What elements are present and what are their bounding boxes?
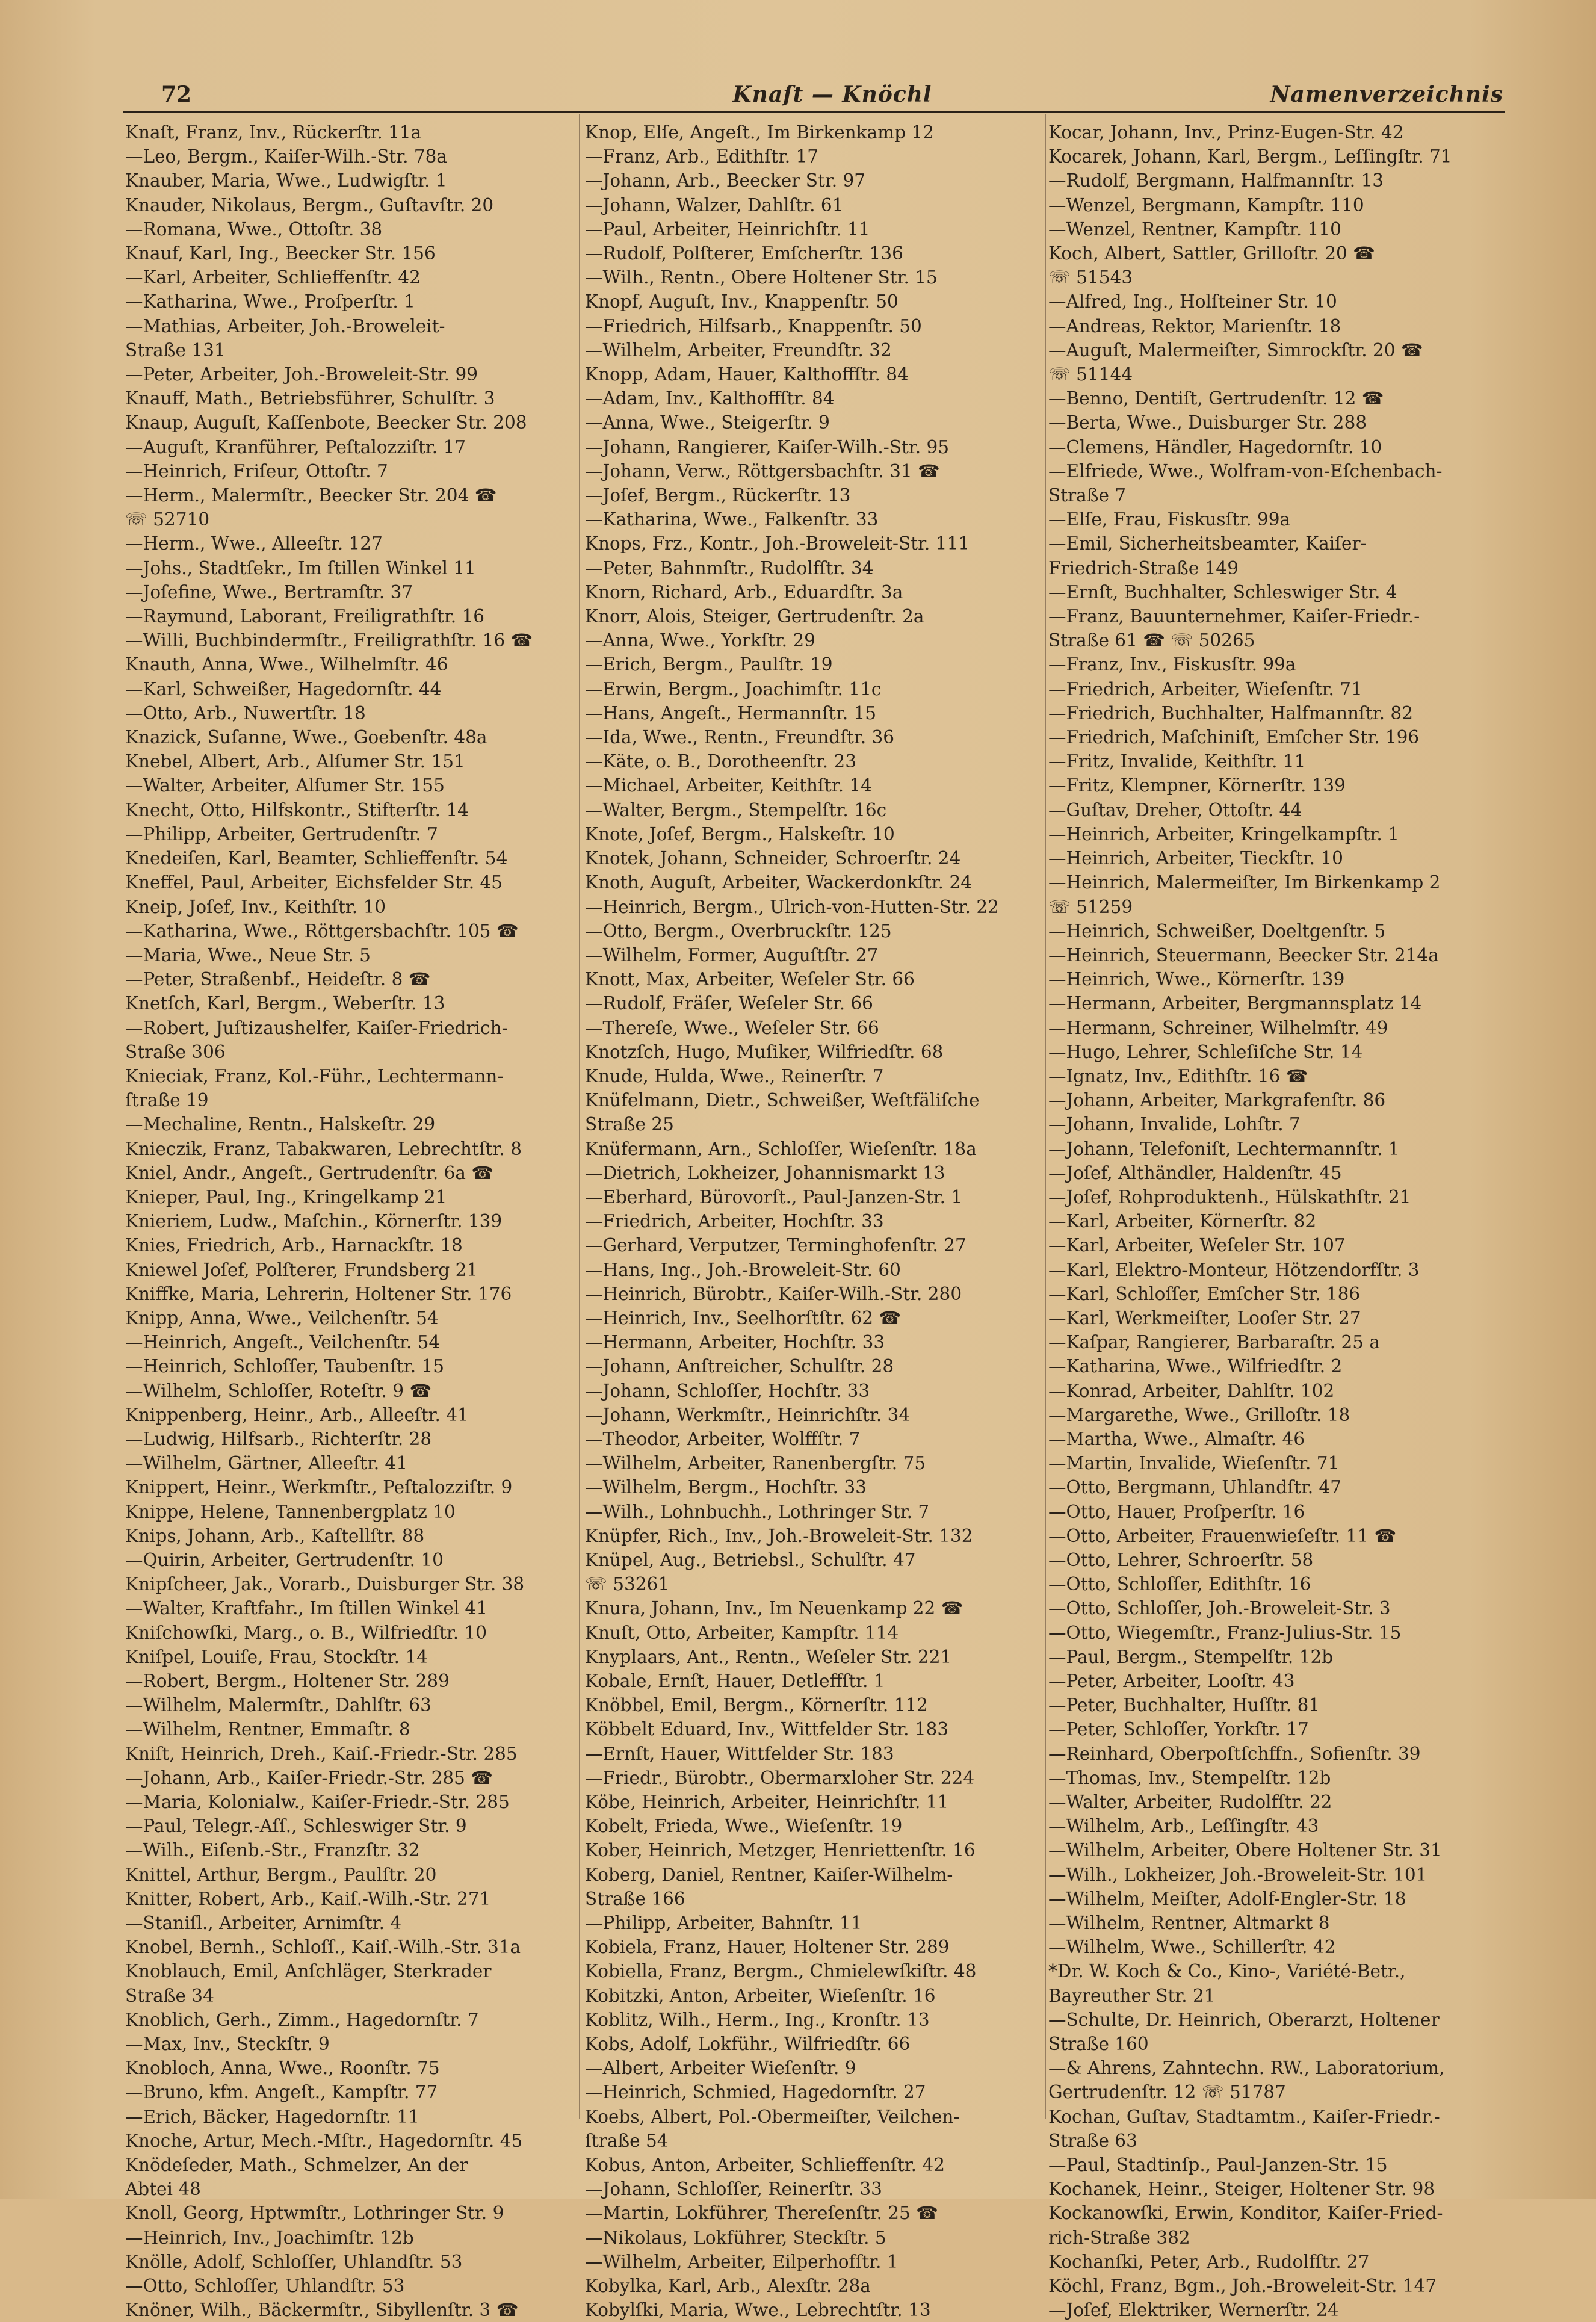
directory-entry-line: Knödeſeder, Math., Schmelzer, An der	[125, 2155, 468, 2176]
directory-entry-line: —Karl, Elektro-Monteur, Hötzendorfſtr. 3	[1048, 1259, 1420, 1280]
directory-entry-line: —Wilh., Lokheizer, Joh.-Broweleit-Str. 101	[1048, 1864, 1427, 1885]
directory-entry-line: —Paul, Stadtinſp., Paul-Janzen-Str. 15	[1048, 2155, 1388, 2176]
directory-entry-line: —Hans, Angeſt., Hermannſtr. 15	[585, 702, 877, 723]
directory-entry-line: Straße 160	[1048, 2034, 1149, 2055]
directory-entry-line: —Joſef, Althändler, Haldenſtr. 45	[1048, 1162, 1342, 1183]
directory-entry-line: Straße 306	[125, 1041, 226, 1062]
directory-entry-line: Knips, Johann, Arb., Kaſtellſtr. 88	[125, 1525, 425, 1546]
directory-entry-line: Knitter, Robert, Arb., Kaiſ.-Wilh.-Str. 271	[125, 1888, 491, 1909]
directory-entry-line: —Heinrich, Inv., Seelhorſtſtr. 62 ☎	[585, 1307, 902, 1328]
directory-entry-line: —Heinrich, Bürobtr., Kaiſer-Wilh.-Str. 280	[585, 1283, 962, 1304]
directory-entry-line: —& Ahrens, Zahntechn. RW., Laboratorium,	[1048, 2058, 1445, 2079]
directory-entry-line: —Robert, Juſtizaushelfer, Kaiſer-Friedrich-	[125, 1017, 508, 1038]
directory-entry-line: —Konrad, Arbeiter, Dahlſtr. 102	[1048, 1380, 1335, 1401]
directory-entry-line: —Otto, Arbeiter, Frauenwieſeſtr. 11 ☎	[1048, 1525, 1397, 1546]
directory-entry-line: —Leo, Bergm., Kaiſer-Wilh.-Str. 78a	[125, 146, 448, 167]
directory-entry-line: —Karl, Werkmeiſter, Looſer Str. 27	[1048, 1307, 1361, 1328]
directory-entry-line: —Wilhelm, Rentner, Altmarkt 8	[1048, 1913, 1330, 1934]
directory-entry-line: —Johann, Verw., Röttgersbachſtr. 31 ☎	[585, 460, 940, 481]
directory-entry-line: —Katharina, Wwe., Wilfriedſtr. 2	[1048, 1356, 1343, 1377]
directory-entry-line: —Joſef, Rohproduktenh., Hülskathſtr. 21	[1048, 1186, 1411, 1207]
directory-entry-line: —Wilhelm, Arbeiter, Freundſtr. 32	[585, 339, 892, 361]
directory-entry-line: —Otto, Wiegemſtr., Franz-Julius-Str. 15	[1048, 1622, 1402, 1643]
directory-entry-line: Knieczik, Franz, Tabakwaren, Lebrechtſtr. 8	[125, 1138, 522, 1159]
directory-entry-line: —Heinrich, Arbeiter, Kringelkampſtr. 1	[1048, 823, 1399, 844]
directory-entry-line: Koebs, Albert, Pol.-Obermeiſter, Veilchen-	[585, 2106, 960, 2127]
directory-entry-line: —Johann, Werkmſtr., Heinrichſtr. 34	[585, 1404, 911, 1425]
directory-entry-line: Bayreuther Str. 21	[1048, 1985, 1216, 2006]
directory-entry-line: —Johann, Arbeiter, Markgrafenſtr. 86	[1048, 1090, 1386, 1111]
directory-entry-line: Kobale, Ernſt, Hauer, Detleffſtr. 1	[585, 1671, 885, 1691]
directory-entry-line: Knipp, Anna, Wwe., Veilchenſtr. 54	[125, 1307, 439, 1328]
directory-entry-line: —Peter, Arbeiter, Joh.-Broweleit-Str. 99	[125, 364, 478, 385]
directory-entry-line: —Quirin, Arbeiter, Gertrudenſtr. 10	[125, 1549, 444, 1570]
directory-entry-line: —Otto, Hauer, Proſperſtr. 16	[1048, 1501, 1305, 1522]
directory-entry-line: —Martin, Lokführer, Thereſenſtr. 25 ☎	[585, 2203, 938, 2224]
directory-entry-line: ☏ 52710	[125, 509, 210, 530]
directory-entry-line: Straße 61 ☎ ☏ 50265	[1048, 630, 1255, 651]
directory-entry-line: Knyplaars, Ant., Rentn., Weſeler Str. 221	[585, 1646, 952, 1667]
directory-entry-line: Kobiela, Franz, Hauer, Holtener Str. 289	[585, 1937, 950, 1958]
directory-entry-line: Kniecіak, Franz, Kol.-Führ., Lechtermann-	[125, 1065, 504, 1086]
directory-entry-line: —Wilhelm, Rentner, Emmaſtr. 8	[125, 1719, 410, 1740]
directory-entry-line: —Mechaline, Rentn., Halskeſtr. 29	[125, 1114, 436, 1135]
directory-entry-line: —Heinrich, Inv., Joachimſtr. 12b	[125, 2227, 414, 2248]
directory-entry-line: Knorn, Richard, Arb., Eduardſtr. 3a	[585, 581, 903, 602]
directory-entry-line: Knote, Joſef, Bergm., Halskeſtr. 10	[585, 823, 895, 844]
directory-entry-line: ſtraße 54	[585, 2130, 669, 2151]
directory-entry-line: Knop, Elſe, Angeſt., Im Birkenkamp 12	[585, 122, 934, 143]
directory-entry-line: Knott, Max, Arbeiter, Weſeler Str. 66	[585, 969, 915, 990]
directory-entry-line: Knauber, Maria, Wwe., Ludwigſtr. 1	[125, 170, 447, 191]
directory-entry-line: Knedeiſen, Karl, Beamter, Schlieffenſtr. 54	[125, 848, 508, 869]
directory-entry-line: Kocarek, Johann, Karl, Bergm., Leſſingſtr. 71	[1048, 146, 1452, 167]
directory-entry-line: Straße 63	[1048, 2130, 1137, 2151]
directory-entry-line: —Wilhelm, Wwe., Schillerſtr. 42	[1048, 1937, 1336, 1958]
directory-entry-line: Kniſchowſki, Marg., o. B., Wilfriedſtr. 10	[125, 1622, 487, 1643]
directory-entry-line: —Peter, Schloſſer, Yorkſtr. 17	[1048, 1719, 1309, 1740]
directory-entry-line: —Rudolf, Bergmann, Halfmannſtr. 13	[1048, 170, 1384, 191]
directory-entry-line: —Friedr., Bürobtr., Obermarxloher Str. 224	[585, 1767, 975, 1788]
directory-entry-line: —Hermann, Arbeiter, Bergmannsplatz 14	[1048, 993, 1422, 1014]
directory-entry-line: —Ernſt, Buchhalter, Schleswiger Str. 4	[1048, 581, 1397, 602]
directory-entry-line: Knüfermann, Arn., Schloſſer, Wieſenſtr. 18a	[585, 1138, 977, 1159]
directory-entry-line: Köbbelt Eduard, Inv., Wittfelder Str. 183	[585, 1719, 949, 1740]
directory-entry-line: —Wilhelm, Arbeiter, Obere Holtener Str. 31	[1048, 1840, 1442, 1861]
directory-entry-line: —Otto, Schloſſer, Edithſtr. 16	[1048, 1574, 1311, 1595]
directory-entry-line: Knoth, Auguſt, Arbeiter, Wackerdonkſtr. 24	[585, 872, 972, 893]
directory-entry-line: Knoblauch, Emil, Anſchläger, Sterkrader	[125, 1961, 492, 1982]
directory-entry-line: Knittel, Arthur, Bergm., Paulſtr. 20	[125, 1864, 437, 1885]
directory-entry-line: —Heinrich, Arbeiter, Tieckſtr. 10	[1048, 848, 1343, 869]
directory-entry-line: Knobloch, Anna, Wwe., Roonſtr. 75	[125, 2058, 440, 2079]
directory-entry-line: Knaup, Auguſt, Kaſſenbote, Beecker Str. 208	[125, 412, 527, 433]
directory-entry-line: —Nikolaus, Lokführer, Steckſtr. 5	[585, 2227, 886, 2248]
directory-entry-line: —Johann, Walzer, Dahlſtr. 61	[585, 194, 844, 215]
directory-entry-line: —Otto, Bergmann, Uhlandſtr. 47	[1048, 1477, 1342, 1498]
directory-entry-line: Knoche, Artur, Mech.-Mſtr., Hagedornſtr. 45	[125, 2130, 523, 2151]
directory-entry-line: —Erich, Bergm., Paulſtr. 19	[585, 654, 833, 675]
directory-entry-line: —Karl, Arbeiter, Körnerſtr. 82	[1048, 1211, 1317, 1232]
directory-entry-line: Knauf, Karl, Ing., Beecker Str. 156	[125, 243, 436, 264]
directory-entry-line: —Reinhard, Oberpoſtſchffn., Sofienſtr. 39	[1048, 1743, 1421, 1764]
directory-entry-line: —Michael, Arbeiter, Keithſtr. 14	[585, 775, 872, 796]
directory-entry-line: —Katharina, Wwe., Falkenſtr. 33	[585, 509, 879, 530]
directory-entry-line: Knipſcheer, Jak., Vorarb., Duisburger Str. 38	[125, 1574, 525, 1595]
directory-entry-line: Kneip, Joſef, Inv., Keithſtr. 10	[125, 896, 386, 917]
directory-entry-line: —Johann, Anſtreicher, Schulſtr. 28	[585, 1356, 894, 1377]
directory-entry-line: —Ludwig, Hilfsarb., Richterſtr. 28	[125, 1428, 432, 1449]
directory-entry-line: —Walter, Kraftfahr., Im ſtillen Winkel 41	[125, 1598, 488, 1619]
directory-entry-line: —Karl, Schweißer, Hagedornſtr. 44	[125, 678, 442, 699]
directory-entry-line: Kniewel Joſef, Polſterer, Frundsberg 21	[125, 1259, 478, 1280]
directory-entry-line: Knöbbel, Emil, Bergm., Körnerſtr. 112	[585, 1695, 928, 1716]
directory-entry-line: Straße 34	[125, 1985, 214, 2006]
directory-entry-line: —Johann, Rangierer, Kaiſer-Wilh.-Str. 95	[585, 436, 949, 457]
directory-entry-line: —Peter, Buchhalter, Huſſtr. 81	[1048, 1695, 1320, 1716]
directory-entry-line: ☏ 51259	[1048, 896, 1133, 917]
directory-entry-line: Kniſt, Heinrich, Dreh., Kaiſ.-Friedr.-Str. 285	[125, 1743, 518, 1764]
directory-entry-line: —Max, Inv., Steckſtr. 9	[125, 2034, 330, 2055]
directory-entry-line: Knauff, Math., Betriebsführer, Schulſtr. 3	[125, 388, 495, 409]
directory-entry-line: *Dr. W. Koch & Co., Kino-, Variété-Betr.,	[1048, 1961, 1406, 1982]
directory-entry-line: —Johann, Invalide, Lohſtr. 7	[1048, 1114, 1301, 1135]
directory-column-2	[585, 120, 1048, 2322]
directory-entry-line: —Wenzel, Bergmann, Kampſtr. 110	[1048, 194, 1364, 215]
directory-entry-line: Straße 166	[585, 1888, 685, 1909]
directory-entry-line: —Johs., Stadtſekr., Im ſtillen Winkel 11	[125, 557, 476, 578]
directory-entry-line: —Anna, Wwe., Yorkſtr. 29	[585, 630, 815, 651]
directory-entry-line: Knoll, Georg, Hptwmſtr., Lothringer Str. 9	[125, 2203, 504, 2224]
directory-entry-line: —Heinrich, Wwe., Körnerſtr. 139	[1048, 969, 1345, 990]
directory-entry-line: Koberg, Daniel, Rentner, Kaiſer-Wilhelm-	[585, 1864, 953, 1885]
directory-entry-line: ☏ 51543	[1048, 267, 1133, 288]
directory-entry-line: —Gerhard, Verputzer, Terminghofenſtr. 27	[585, 1235, 967, 1256]
directory-entry-line: —Franz, Bauunternehmer, Kaiſer-Friedr.-	[1048, 606, 1420, 627]
section-title: Namenverzeichnis	[1270, 82, 1503, 107]
directory-entry-line: —Katharina, Wwe., Röttgersbachſtr. 105 ☎	[125, 920, 519, 941]
name-range-heading: Knaſt — Knöchl	[732, 82, 932, 107]
directory-entry-line: Knotzſch, Hugo, Muſiker, Wilfriedſtr. 68	[585, 1041, 944, 1062]
directory-entry-line: —Romana, Wwe., Ottoſtr. 38	[125, 218, 383, 240]
directory-entry-line: —Wilhelm, Former, Auguſtſtr. 27	[585, 944, 879, 965]
directory-entry-line: —Karl, Arbeiter, Weſeler Str. 107	[1048, 1235, 1346, 1256]
directory-entry-line: —Mathias, Arbeiter, Joh.-Broweleit-	[125, 315, 445, 336]
directory-entry-line: Knippe, Helene, Tannenbergplatz 10	[125, 1501, 456, 1522]
directory-entry-line: —Albert, Arbeiter Wieſenſtr. 9	[585, 2058, 856, 2079]
directory-entry-line: —Hermann, Arbeiter, Hochſtr. 33	[585, 1332, 885, 1353]
directory-entry-line: —Kaſpar, Rangierer, Barbaraſtr. 25 a	[1048, 1332, 1380, 1353]
directory-entry-line: —Bruno, kfm. Angeſt., Kampſtr. 77	[125, 2082, 438, 2103]
directory-entry-line: Köbe, Heinrich, Arbeiter, Heinrichſtr. 11	[585, 1792, 949, 1813]
directory-entry-line: Knüpfer, Rich., Inv., Joh.-Broweleit-Str. 132	[585, 1525, 973, 1546]
directory-entry-line: —Adam, Inv., Kalthoffſtr. 84	[585, 388, 835, 409]
directory-entry-line: —Joſef, Bergm., Rückerſtr. 13	[585, 485, 851, 506]
directory-entry-line: —Paul, Arbeiter, Heinrichſtr. 11	[585, 218, 870, 240]
directory-entry-line: —Otto, Bergm., Overbruckſtr. 125	[585, 920, 892, 941]
directory-entry-line: Knoblich, Gerh., Zimm., Hagedornſtr. 7	[125, 2009, 479, 2030]
directory-entry-line: —Elfriede, Wwe., Wolfram-von-Eſchenbach-	[1048, 460, 1443, 481]
directory-entry-line: —Elſe, Frau, Fiskusſtr. 99a	[1048, 509, 1291, 530]
directory-entry-line: —Franz, Inv., Fiskusſtr. 99a	[1048, 654, 1296, 675]
directory-entry-line: —Johann, Schloſſer, Hochſtr. 33	[585, 1380, 870, 1401]
directory-entry-line: —Emil, Sicherheitsbeamter, Kaiſer-	[1048, 533, 1367, 554]
directory-entry-line: ſtraße 19	[125, 1090, 209, 1111]
directory-entry-line: —Peter, Arbeiter, Looſtr. 43	[1048, 1671, 1295, 1691]
directory-entry-line: —Staniſl., Arbeiter, Arnimſtr. 4	[125, 1913, 402, 1934]
directory-entry-line: —Martha, Wwe., Almaſtr. 46	[1048, 1428, 1305, 1449]
directory-entry-line: Knölle, Adolf, Schloſſer, Uhlandſtr. 53	[125, 2251, 463, 2272]
directory-entry-line: Straße 7	[1048, 485, 1127, 506]
directory-entry-line: —Guſtav, Dreher, Ottoſtr. 44	[1048, 799, 1302, 820]
directory-entry-line: Straße 131	[125, 339, 226, 361]
directory-entry-line: —Margarethe, Wwe., Grilloſtr. 18	[1048, 1404, 1350, 1425]
directory-entry-line: —Clemens, Händler, Hagedornſtr. 10	[1048, 436, 1382, 457]
directory-entry-line: —Franz, Arb., Edithſtr. 17	[585, 146, 819, 167]
directory-entry-line: —Otto, Arb., Nuwertſtr. 18	[125, 702, 366, 723]
page-header	[161, 77, 1503, 114]
directory-entry-line: Knippenberg, Heinr., Arb., Alleeſtr. 41	[125, 1404, 469, 1425]
directory-entry-line: Knippert, Heinr., Werkmſtr., Peſtalozziſtr. 9	[125, 1477, 513, 1498]
directory-entry-line: —Fritz, Klempner, Körnerſtr. 139	[1048, 775, 1346, 796]
directory-entry-line: —Heinrich, Schloſſer, Taubenſtr. 15	[125, 1356, 445, 1377]
directory-entry-line: —Erich, Bäcker, Hagedornſtr. 11	[125, 2106, 419, 2127]
directory-entry-line: Knieriem, Ludw., Maſchin., Körnerſtr. 139	[125, 1211, 503, 1232]
directory-entry-line: Koch, Albert, Sattler, Grilloſtr. 20 ☎	[1048, 243, 1375, 264]
directory-entry-line: Kochan, Guſtav, Stadtamtm., Kaiſer-Friedr.-	[1048, 2106, 1440, 2127]
page-number: 72	[161, 82, 192, 107]
directory-entry-line: Knopp, Adam, Hauer, Kalthoffſtr. 84	[585, 364, 909, 385]
directory-entry-line: —Anna, Wwe., Steigerſtr. 9	[585, 412, 830, 433]
directory-entry-line: Knura, Johann, Inv., Im Neuenkamp 22 ☎	[585, 1598, 963, 1619]
directory-entry-line: Kobiella, Franz, Bergm., Chmielewſkiſtr. 48	[585, 1961, 977, 1982]
directory-entry-line: —Herm., Malermſtr., Beecker Str. 204 ☎	[125, 485, 497, 506]
directory-entry-line: Knauder, Nikolaus, Bergm., Guſtavſtr. 20	[125, 194, 494, 215]
directory-entry-line: Knecht, Otto, Hilfskontr., Stifterſtr. 14	[125, 799, 469, 820]
directory-entry-line: Kobus, Anton, Arbeiter, Schlieffenſtr. 42	[585, 2155, 945, 2176]
directory-entry-line: —Johann, Arb., Beecker Str. 97	[585, 170, 865, 191]
directory-entry-line: —Heinrich, Schmied, Hagedornſtr. 27	[585, 2082, 926, 2103]
directory-entry-line: —Friedrich, Buchhalter, Halfmannſtr. 82	[1048, 702, 1413, 723]
directory-entry-line: —Berta, Wwe., Duisburger Str. 288	[1048, 412, 1367, 433]
directory-entry-line: —Hermann, Schreiner, Wilhelmſtr. 49	[1048, 1017, 1388, 1038]
directory-entry-line: rich-Straße 382	[1048, 2227, 1190, 2248]
directory-entry-line: Knopf, Auguſt, Inv., Knappenſtr. 50	[585, 291, 899, 312]
directory-entry-line: —Auguſt, Kranführer, Peſtalozziſtr. 17	[125, 436, 466, 457]
directory-entry-line: —Johann, Schloſſer, Reinerſtr. 33	[585, 2179, 882, 2200]
directory-entry-line: Knobel, Bernh., Schloſſ., Kaiſ.-Wilh.-Str. 31a	[125, 1937, 521, 1958]
directory-entry-line: —Martin, Invalide, Wieſenſtr. 71	[1048, 1453, 1340, 1474]
directory-entry-line: Kobitzki, Anton, Arbeiter, Wieſenſtr. 16	[585, 1985, 936, 2006]
directory-entry-line: Kochanek, Heinr., Steiger, Holtener Str. 98	[1048, 2179, 1435, 2200]
directory-entry-line: —Ignatz, Inv., Edithſtr. 16 ☎	[1048, 1065, 1308, 1086]
directory-entry-line: —Karl, Schloſſer, Emſcher Str. 186	[1048, 1283, 1361, 1304]
directory-entry-line: —Philipp, Arbeiter, Bahnſtr. 11	[585, 1913, 862, 1934]
directory-entry-line: —Wilhelm, Meiſter, Adolf-Engler-Str. 18	[1048, 1888, 1406, 1909]
directory-entry-line: —Friedrich, Hilfsarb., Knappenſtr. 50	[585, 315, 922, 336]
directory-entry-line: —Rudolf, Polſterer, Emſcherſtr. 136	[585, 243, 903, 264]
directory-entry-line: —Theodor, Arbeiter, Wolffſtr. 7	[585, 1428, 861, 1449]
directory-entry-line: —Käte, o. B., Dorotheenſtr. 23	[585, 751, 856, 772]
directory-entry-line: —Wilhelm, Schloſſer, Roteſtr. 9 ☎	[125, 1380, 432, 1401]
directory-entry-line: —Ernſt, Hauer, Wittfelder Str. 183	[585, 1743, 894, 1764]
directory-entry-line: —Wilhelm, Arb., Leſſingſtr. 43	[1048, 1816, 1319, 1837]
directory-entry-line: Knorr, Alois, Steiger, Gertrudenſtr. 2a	[585, 606, 924, 627]
directory-entry-line: —Heinrich, Friſeur, Ottoſtr. 7	[125, 460, 388, 481]
directory-entry-line: Kniel, Andr., Angeſt., Gertrudenſtr. 6a ☎	[125, 1162, 494, 1183]
directory-entry-line: —Walter, Bergm., Stempelſtr. 16c	[585, 799, 887, 820]
directory-entry-line: —Thereſe, Wwe., Weſeler Str. 66	[585, 1017, 879, 1038]
directory-column-3	[1048, 120, 1506, 2322]
directory-entry-line: —Raymund, Laborant, Freiligrathſtr. 16	[125, 606, 485, 627]
directory-entry-line: —Heinrich, Steuermann, Beecker Str. 214a	[1048, 944, 1439, 965]
directory-entry-line: —Wenzel, Rentner, Kampſtr. 110	[1048, 218, 1341, 240]
directory-entry-line: —Otto, Schloſſer, Uhlandſtr. 53	[125, 2276, 405, 2297]
directory-entry-line: Friedrich-Straße 149	[1048, 557, 1239, 578]
directory-entry-line: Kniſpel, Louiſe, Frau, Stockſtr. 14	[125, 1646, 428, 1667]
directory-entry-line: Knuſt, Otto, Arbeiter, Kampſtr. 114	[585, 1622, 899, 1643]
directory-entry-line: Kobylka, Karl, Arb., Alexſtr. 28a	[585, 2276, 871, 2297]
directory-entry-line: —Fritz, Invalide, Keithſtr. 11	[1048, 751, 1306, 772]
directory-entry-line: —Friedrich, Arbeiter, Wieſenſtr. 71	[1048, 678, 1362, 699]
directory-entry-line: Knops, Frz., Kontr., Joh.-Broweleit-Str. 111	[585, 533, 970, 554]
directory-entry-line: Kneffel, Paul, Arbeiter, Eichsfelder Str. 45	[125, 872, 503, 893]
directory-entry-line: —Maria, Wwe., Neue Str. 5	[125, 944, 371, 965]
directory-entry-line: —Katharina, Wwe., Proſperſtr. 1	[125, 291, 415, 312]
directory-entry-line: —Benno, Dentiſt, Gertrudenſtr. 12 ☎	[1048, 388, 1384, 409]
directory-entry-line: —Joſef, Elektriker, Wernerſtr. 24	[1048, 2300, 1339, 2321]
directory-entry-line: Kniffke, Maria, Lehrerin, Holtener Str. 176	[125, 1283, 512, 1304]
directory-entry-line: Kockanowſki, Erwin, Konditor, Kaiſer-Fried-	[1048, 2203, 1443, 2224]
directory-entry-line: —Dietrich, Lokheizer, Johannismarkt 13	[585, 1162, 945, 1183]
directory-entry-line: Kobelt, Frieda, Wwe., Wieſenſtr. 19	[585, 1816, 903, 1837]
directory-entry-line: —Wilhelm, Arbeiter, Ranenbergſtr. 75	[585, 1453, 926, 1474]
directory-entry-line: Knüpel, Aug., Betriebsl., Schulſtr. 47	[585, 1549, 916, 1570]
directory-entry-line: —Johann, Arb., Kaiſer-Friedr.-Str. 285 ☎	[125, 1767, 493, 1788]
directory-entry-line: —Wilhelm, Bergm., Hochſtr. 33	[585, 1477, 867, 1498]
directory-entry-line: —Friedrich, Maſchiniſt, Emſcher Str. 196	[1048, 727, 1420, 748]
directory-entry-line: Straße 25	[585, 1114, 674, 1135]
directory-entry-line: —Johann, Telefoniſt, Lechtermannſtr. 1	[1048, 1138, 1400, 1159]
directory-entry-line: Kocar, Johann, Inv., Prinz-Eugen-Str. 42	[1048, 122, 1404, 143]
directory-entry-line: ☏ 51144	[1048, 364, 1133, 385]
directory-entry-line: —Karl, Arbeiter, Schlieffenſtr. 42	[125, 267, 421, 288]
directory-entry-line: Knauth, Anna, Wwe., Wilhelmſtr. 46	[125, 654, 448, 675]
directory-entry-line: —Eberhard, Bürovorſt., Paul-Janzen-Str. 1	[585, 1186, 963, 1207]
directory-entry-line: —Hans, Ing., Joh.-Broweleit-Str. 60	[585, 1259, 901, 1280]
directory-entry-line: —Maria, Kolonialw., Kaiſer-Friedr.-Str. 285	[125, 1792, 510, 1813]
directory-entry-line: —Schulte, Dr. Heinrich, Oberarzt, Holtener	[1048, 2009, 1440, 2030]
directory-entry-line: —Walter, Arbeiter, Alſumer Str. 155	[125, 775, 445, 796]
directory-entry-line: —Ida, Wwe., Rentn., Freundſtr. 36	[585, 727, 895, 748]
directory-entry-line: ☏ 53261	[585, 1574, 670, 1595]
directory-entry-line: Knebel, Albert, Arb., Alſumer Str. 151	[125, 751, 465, 772]
directory-entry-line: —Wilh., Eiſenb.-Str., Franzſtr. 32	[125, 1840, 420, 1861]
directory-entry-line: —Heinrich, Malermeiſter, Im Birkenkamp 2	[1048, 872, 1441, 893]
directory-entry-line: Kobs, Adolf, Lokführ., Wilfriedſtr. 66	[585, 2034, 911, 2055]
directory-entry-line: Gertrudenſtr. 12 ☏ 51787	[1048, 2082, 1286, 2103]
directory-entry-line: —Herm., Wwe., Alleeſtr. 127	[125, 533, 383, 554]
directory-entry-line: —Heinrich, Angeſt., Veilchenſtr. 54	[125, 1332, 441, 1353]
directory-entry-line: —Heinrich, Bergm., Ulrich-von-Hutten-Str. 22	[585, 896, 999, 917]
directory-entry-line: Kobylſki, Maria, Wwe., Lebrechtſtr. 13	[585, 2300, 931, 2321]
directory-entry-line: —Thomas, Inv., Stempelſtr. 12b	[1048, 1767, 1331, 1788]
directory-entry-line: —Wilhelm, Malermſtr., Dahlſtr. 63	[125, 1695, 431, 1716]
directory-entry-line: —Robert, Bergm., Holtener Str. 289	[125, 1671, 450, 1691]
directory-entry-line: —Peter, Bahnmſtr., Rudolfſtr. 34	[585, 557, 874, 578]
directory-entry-line: —Otto, Schloſſer, Joh.-Broweleit-Str. 3	[1048, 1598, 1391, 1619]
directory-entry-line: —Willi, Buchbindermſtr., Freiligrathſtr. 16 ☎	[125, 630, 533, 651]
directory-entry-line: —Friedrich, Arbeiter, Hochſtr. 33	[585, 1211, 884, 1232]
directory-entry-line: Knotek, Johann, Schneider, Schroerſtr. 24	[585, 848, 961, 869]
directory-entry-line: Knüfelmann, Dietr., Schweißer, Weſtfäliſche	[585, 1090, 980, 1111]
directory-entry-line: Abtei 48	[125, 2179, 201, 2200]
directory-entry-line: —Joſefine, Wwe., Bertramſtr. 37	[125, 581, 413, 602]
directory-column-1	[125, 120, 583, 2322]
directory-entry-line: Köchl, Franz, Bgm., Joh.-Broweleit-Str. 147	[1048, 2276, 1437, 2297]
directory-entry-line: —Wilh., Rentn., Obere Holtener Str. 15	[585, 267, 938, 288]
directory-entry-line: —Wilhelm, Gärtner, Alleeſtr. 41	[125, 1453, 407, 1474]
directory-entry-line: —Philipp, Arbeiter, Gertrudenſtr. 7	[125, 823, 438, 844]
directory-entry-line: Koblitz, Wilh., Herm., Ing., Kronſtr. 13	[585, 2009, 930, 2030]
directory-entry-line: —Erwin, Bergm., Joachimſtr. 11c	[585, 678, 882, 699]
directory-entry-line: —Otto, Lehrer, Schroerſtr. 58	[1048, 1549, 1314, 1570]
directory-entry-line: —Hugo, Lehrer, Schleſiſche Str. 14	[1048, 1041, 1363, 1062]
directory-entry-line: Knies, Friedrich, Arb., Harnackſtr. 18	[125, 1235, 463, 1256]
directory-entry-line: —Auguſt, Malermeiſter, Simrockſtr. 20 ☎	[1048, 339, 1423, 361]
directory-entry-line: —Paul, Telegr.-Aſſ., Schleswiger Str. 9	[125, 1816, 467, 1837]
directory-entry-line: Knieper, Paul, Ing., Kringelkamp 21	[125, 1186, 447, 1207]
directory-entry-line: —Wilh., Lohnbuchh., Lothringer Str. 7	[585, 1501, 930, 1522]
directory-entry-line: Knetſch, Karl, Bergm., Weberſtr. 13	[125, 993, 445, 1014]
directory-entry-line: Knaſt, Franz, Inv., Rückerſtr. 11a	[125, 122, 422, 143]
directory-entry-line: —Alfred, Ing., Holſteiner Str. 10	[1048, 291, 1337, 312]
directory-entry-line: —Rudolf, Fräſer, Weſeler Str. 66	[585, 993, 873, 1014]
directory-entry-line: —Heinrich, Schweißer, Doeltgenſtr. 5	[1048, 920, 1386, 941]
directory-entry-line: —Walter, Arbeiter, Rudolfſtr. 22	[1048, 1792, 1332, 1813]
directory-entry-line: Kochanſki, Peter, Arb., Rudolfſtr. 27	[1048, 2251, 1370, 2272]
directory-entry-line: Kober, Heinrich, Metzger, Henriettenſtr. 16	[585, 1840, 976, 1861]
directory-entry-line: Knöner, Wilh., Bäckermſtr., Sibyllenſtr. 3 ☎	[125, 2300, 519, 2321]
directory-entry-line: Knazick, Suſanne, Wwe., Goebenſtr. 48a	[125, 727, 487, 748]
directory-entry-line: Knude, Hulda, Wwe., Reinerſtr. 7	[585, 1065, 884, 1086]
header-rule	[123, 111, 1505, 113]
directory-entry-line: —Paul, Bergm., Stempelſtr. 12b	[1048, 1646, 1334, 1667]
directory-entry-line: —Wilhelm, Arbeiter, Eilperhofſtr. 1	[585, 2251, 899, 2272]
directory-entry-line: —Peter, Straßenbf., Heideſtr. 8 ☎	[125, 969, 431, 990]
directory-entry-line: —Andreas, Rektor, Marienſtr. 18	[1048, 315, 1341, 336]
